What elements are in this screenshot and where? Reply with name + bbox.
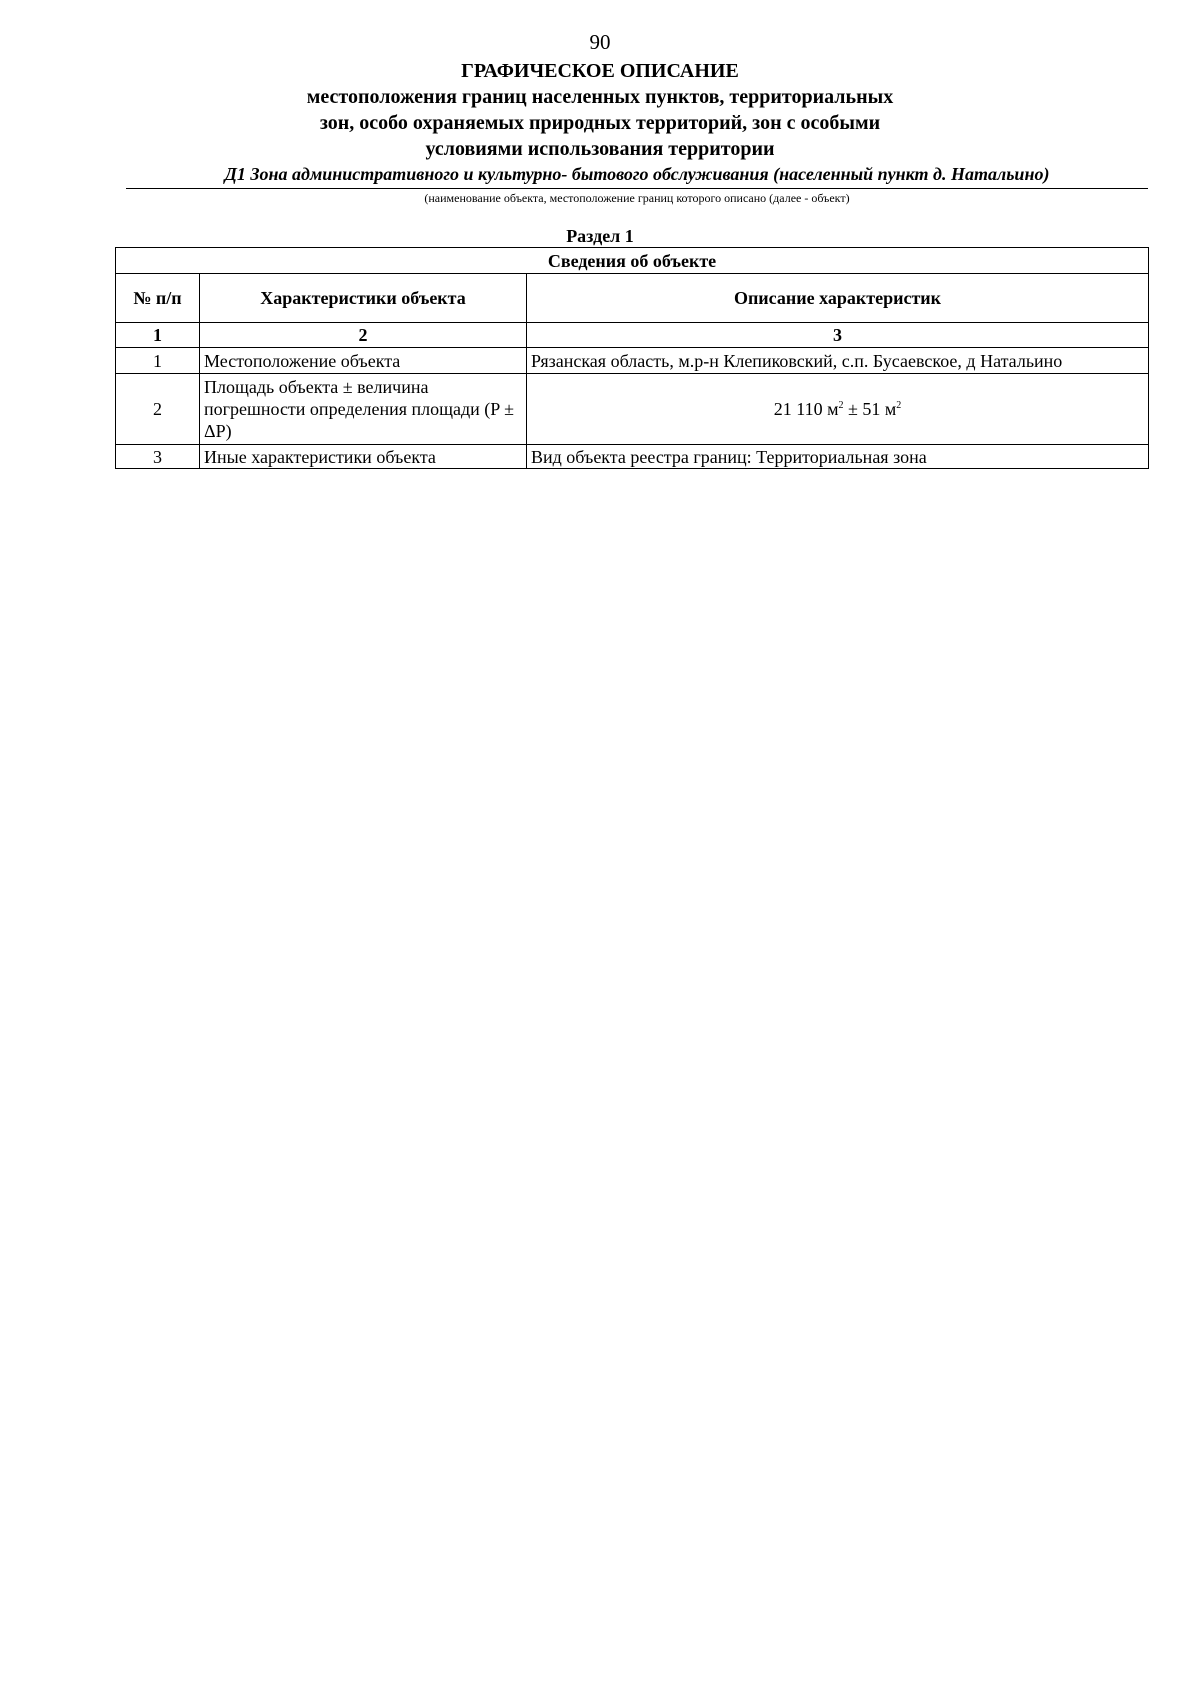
area-unit-exponent: 2: [838, 400, 844, 411]
row-characteristic: Иные характеристики объекта: [200, 445, 527, 469]
column-number: 3: [527, 323, 1149, 348]
area-error: ± 51 м: [843, 399, 897, 419]
object-name: Д1 Зона административного и культурно- бытового обслуживания (населенный пункт д. Натальино): [224, 164, 1050, 184]
title-line-3: зон, особо охраняемых природных территорий, зон с особыми: [319, 112, 881, 134]
header-num: № п/п: [116, 274, 200, 323]
table-row: [116, 348, 1149, 374]
table-header-row: [116, 274, 1149, 323]
table-caption-row: [116, 248, 1149, 274]
column-number: 2: [200, 323, 527, 348]
table-caption: Сведения об объекте: [116, 248, 1149, 274]
area-unit-exponent: 2: [896, 400, 902, 411]
area-value: 21 110 м: [773, 399, 839, 419]
object-underline: [126, 188, 1148, 189]
row-description-area: [527, 374, 1149, 445]
row-num: 2: [116, 374, 200, 445]
object-info-table: [115, 247, 1149, 469]
table-row: [116, 374, 1149, 445]
row-num: 3: [116, 445, 200, 469]
page-number: 90: [589, 30, 611, 54]
row-description: Вид объекта реестра границ: Территориальная зона: [527, 445, 1149, 469]
row-characteristic: Местоположение объекта: [200, 348, 527, 374]
row-characteristic: Площадь объекта ± величина погрешности определения площади (P ± ΔP): [200, 374, 527, 445]
document-title: [0, 58, 1200, 162]
column-number: 1: [116, 323, 200, 348]
title-line-2: местоположения границ населенных пунктов, территориальных: [306, 86, 894, 108]
column-number-row: [116, 323, 1149, 348]
row-num: 1: [116, 348, 200, 374]
section-title: Раздел 1: [566, 226, 634, 246]
header-characteristic: Характеристики объекта: [200, 274, 527, 323]
table-row: [116, 445, 1149, 469]
header-description: Описание характеристик: [527, 274, 1149, 323]
title-line-4: условиями использования территории: [425, 138, 775, 160]
title-line-1: ГРАФИЧЕСКОЕ ОПИСАНИЕ: [461, 60, 739, 82]
row-description: Рязанская область, м.р-н Клепиковский, с.п. Бусаевское, д Натальино: [527, 348, 1149, 374]
object-caption: (наименование объекта, местоположение границ которого описано (далее - объект): [424, 191, 850, 205]
